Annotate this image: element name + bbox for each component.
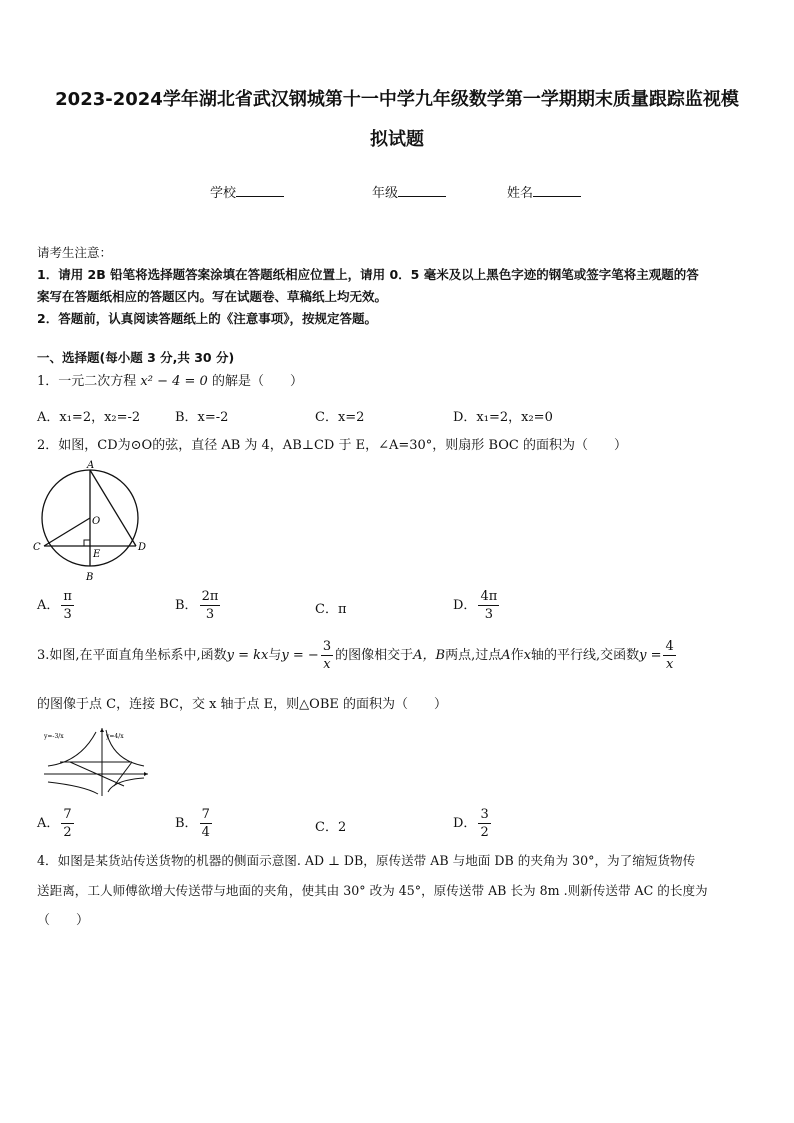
q3-frac2-num: 4 [665,639,674,654]
q2-option-b-fraction [200,588,221,623]
q2-option-b [175,588,222,623]
q1-suffix: 的解是（ ） [207,374,303,389]
q3-option-d-den: 2 [480,825,489,840]
label-c: C [33,542,41,553]
q3-option-d [453,806,493,841]
label-e: E [93,549,101,560]
page-title-line1: 2023-2024学年湖北省武汉钢城第十一中学九年级数学第一学期期末质量跟踪监视模 [55,89,739,110]
q3-text-h: A [501,648,511,663]
pos-hyperbola-left [48,782,98,794]
q4-stem-line3: （ ） [37,913,90,928]
q3-text-i: 作 [510,648,524,663]
q3-option-d-fraction [478,806,490,841]
q2-option-a [37,588,76,623]
q3-text-j: x [523,648,531,663]
q2-option-d-prefix: D． [453,598,477,613]
segment-ad [90,470,136,546]
segment-oc [44,518,90,546]
name-blank [533,184,581,197]
q4-stem-line1: 4．如图是某货站传送货物的机器的侧面示意图. AD ⊥ DB，原传送带 AB 与地面 DB 的夹角为 30°，为了缩短货物传 [37,853,696,868]
q3-option-d-num: 3 [480,807,489,822]
q3-option-c: C．2 [315,820,347,835]
q1-option-b: B．x=-2 [175,410,229,425]
right-angle-mark [84,540,90,546]
grade-label: 年级 [372,186,399,201]
q2-stem: 2．如图，CD为⊙O的弦，直径 AB 为 4，AB⊥CD 于 E，∠A=30°，则扇形 BOC 的面积为（ ） [37,438,627,453]
q3-frac1-den: x [323,657,331,672]
q2-option-b-den: 3 [205,607,215,622]
name-field [507,182,581,201]
q1-equation: x² − 4 = 0 [140,374,208,389]
notice-item1-line2: 案写在答题纸相应的答题区内。写在试题卷、草稿纸上均无效。 [37,289,388,304]
q3-hyperbola-figure [40,726,152,798]
q3-text-g: 两点,过点 [445,648,502,663]
q1-option-a: A．x₁=2，x₂=-2 [37,410,141,425]
page-title-line2: 拟试题 [370,129,424,150]
label-b: B [86,572,94,583]
label-a: A [87,460,95,471]
q2-option-d-fraction [478,588,499,623]
q3-fraction-2 [663,638,675,673]
q3-option-b [175,806,214,841]
school-label: 学校 [210,186,237,201]
q3-option-d-prefix: D． [453,816,477,831]
q3-option-b-den: 4 [201,825,210,840]
q3-text-k: 轴的平行线,交函数 [530,648,640,663]
q3-text-c: 与 [268,648,282,663]
label-pos-func: y=4/x [106,733,124,740]
q3-option-b-fraction [200,806,212,841]
q3-text-a: 3.如图,在平面直角坐标系中,函数 [37,648,227,663]
q3-fraction-1 [321,638,333,673]
notice-item2: 2．答题前，认真阅读答题纸上的《注意事项》，按规定答题。 [37,311,377,326]
notice-block [37,242,759,330]
q2-option-d-num: 4π [480,589,498,604]
q3-option-b-num: 7 [201,807,210,822]
label-o: O [92,516,101,527]
q2-option-a-den: 3 [63,607,72,622]
q3-option-a [37,806,76,841]
q2-option-d [453,588,501,623]
grade-field [372,182,446,201]
q3-stem-line1 [37,638,678,673]
q2-option-a-prefix: A． [37,598,60,613]
q3-frac1-num: 3 [322,639,332,654]
notice-heading: 请考生注意： [37,245,113,260]
q2-circle-figure [30,458,160,586]
q3-option-a-prefix: A． [37,816,60,831]
q3-stem-line2: 的图像于点 C，连接 BC，交 x 轴于点 E，则△OBE 的面积为（ ） [37,697,448,712]
school-field [210,182,284,201]
x-axis-arrow [144,772,148,776]
notice-item1-line1: 1．请用 2B 铅笔将选择题答案涂填在答题纸相应位置上，请用 0．5 毫米及以上黑色字迹的钢笔或签字笔将主观题的答 [37,267,699,282]
y-axis-arrow [100,728,104,732]
q1-option-d: D．x₁=2，x₂=0 [453,410,553,425]
label-neg-func: y=-3/x [44,733,64,740]
neg-hyperbola-right [108,778,144,792]
school-blank [236,184,284,197]
q3-func-pos: y = [639,648,662,663]
q3-option-a-den: 2 [63,825,72,840]
q3-option-b-prefix: B． [175,816,198,831]
q1-option-c: C．x=2 [315,410,365,425]
q3-option-a-num: 7 [63,807,72,822]
q1-prefix: 1．一元二次方程 [37,374,141,389]
label-d: D [138,542,147,553]
name-label: 姓名 [507,186,534,201]
q3-func-neg: y = − [281,648,319,663]
grade-blank [398,184,446,197]
q3-text-e: 的图像相交于 [335,648,414,663]
q2-option-a-fraction [61,588,74,623]
q4-stem-line2: 送距离，工人师傅欲增大传送带与地面的夹角，使其由 30° 改为 45°，原传送带 AB 长为 8m .则新传送带 AC 的长度为 [37,883,708,898]
q2-option-d-den: 3 [484,607,493,622]
q3-text-f: A，B [413,648,446,663]
q2-option-a-num: π [63,589,72,604]
q3-option-a-fraction [61,806,73,841]
section-heading: 一、选择题(每小题 3 分,共 30 分) [37,350,235,365]
q3-frac2-den: x [665,657,674,672]
q2-option-b-prefix: B． [175,598,198,613]
q3-func-kx: y = kx [226,648,269,663]
q1-stem [37,372,303,392]
q2-option-c: C．π [315,602,347,617]
q2-option-b-num: 2π [201,589,219,604]
